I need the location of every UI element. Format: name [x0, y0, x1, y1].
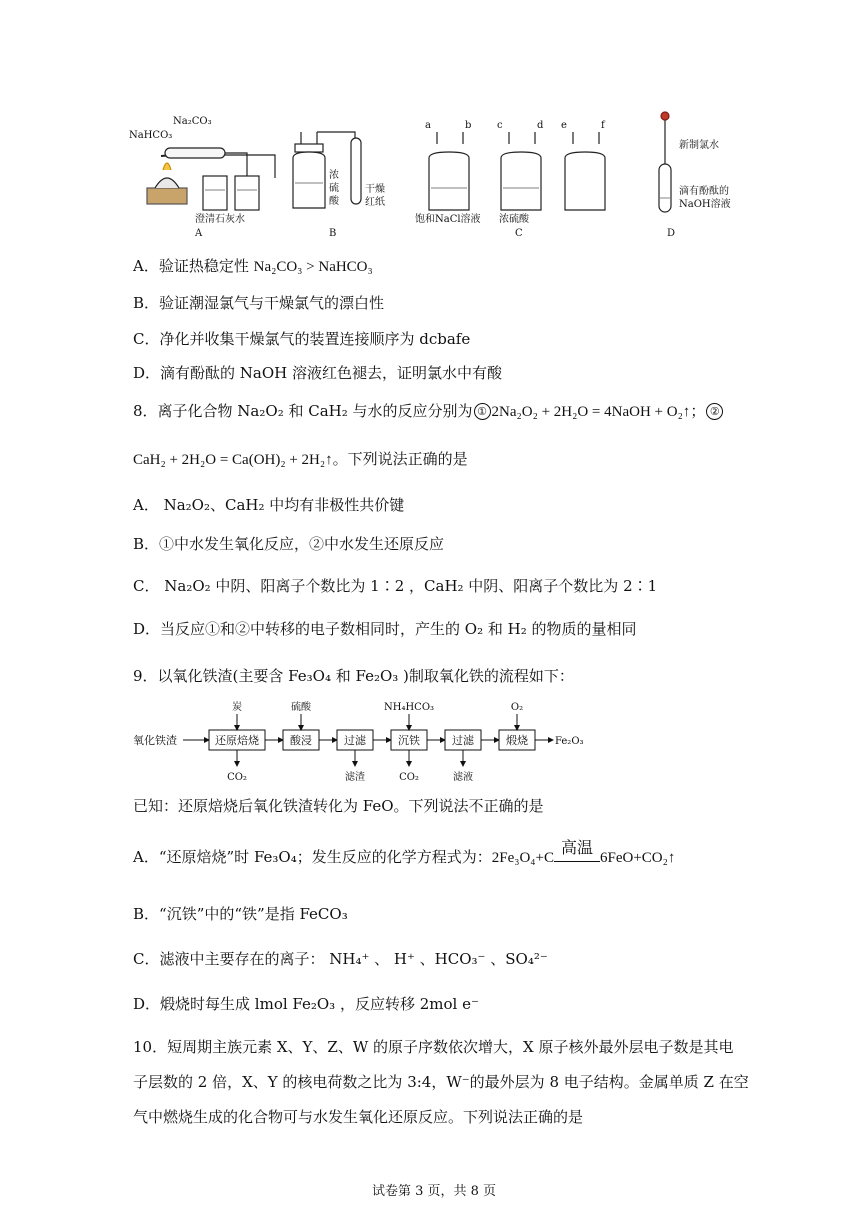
flow-input-6: O₂ — [510, 702, 524, 713]
label-limewater: 澄清石灰水 — [195, 214, 245, 225]
q9-option-a — [133, 838, 676, 869]
label-b-paper-1: 干燥 — [365, 184, 385, 195]
port-d: d — [537, 120, 544, 131]
q9-option-a-eq-right: 6FeO+CO₂↑ — [600, 850, 676, 866]
flow-output-1: CO₂ — [227, 772, 247, 783]
flow-start: 氧化铁渣 — [133, 734, 177, 747]
label-d-naoh-1: 滴有酚酞的 — [679, 186, 729, 197]
q7-option-a-text: A．验证热稳定性 — [133, 257, 254, 275]
label-d-naoh-2: NaOH溶液 — [679, 199, 731, 210]
q8-stem-question: 。下列说法正确的是 — [332, 450, 468, 468]
q8-equation-2: CaH₂ + 2H₂O = Ca(OH)₂ + 2H₂↑ — [133, 452, 333, 468]
port-f: f — [601, 120, 605, 131]
q9-option-a-text: A．“还原焙烧”时 Fe₃O₄；发生反应的化学方程式为： — [133, 848, 492, 866]
q10-line-3: 气中燃烧生成的化合物可与水发生氧化还原反应。下列说法正确的是 — [133, 1108, 584, 1126]
caption-a: A — [195, 228, 203, 238]
caption-c: C — [515, 228, 523, 238]
q7-option-c: C．净化并收集干燥氯气的装置连接顺序为 dcbafe — [133, 330, 471, 348]
q9-known: 已知：还原焙烧后氧化铁渣转化为 FeO。下列说法不正确的是 — [133, 797, 544, 815]
q8-mark-2: ② — [706, 403, 723, 420]
caption-d: D — [667, 228, 676, 238]
flow-step-3: 过滤 — [344, 734, 366, 747]
q8-stem-text: 8．离子化合物 Na₂O₂ 和 CaH₂ 与水的反应分别为 — [133, 402, 473, 420]
q8-mark-1: ① — [474, 403, 491, 420]
caption-b: B — [329, 228, 337, 238]
flow-product: Fe₂O₃ — [555, 736, 584, 747]
port-c: c — [497, 120, 503, 131]
q8-option-a: A． Na₂O₂、CaH₂ 中均有非极性共价键 — [133, 496, 405, 514]
q9-option-d: D．煅烧时每生成 lmol Fe₂O₃ ，反应转移 2mol e⁻ — [133, 995, 479, 1013]
port-b: b — [465, 120, 472, 131]
label-b-acid-1: 浓 — [329, 170, 339, 181]
flow-step-5: 过滤 — [452, 734, 474, 747]
q9-option-c: C．滤液中主要存在的离子： NH₄⁺ 、 H⁺ 、HCO₃⁻ 、SO₄²⁻ — [133, 950, 548, 968]
q7-option-a — [133, 255, 373, 278]
q8-option-d: D．当反应①和②中转移的电子数相同时，产生的 O₂ 和 H₂ 的物质的量相同 — [133, 620, 637, 638]
q8-option-b: B．①中水发生氧化反应，②中水发生还原反应 — [133, 535, 445, 553]
label-d-chlorine: 新制氯水 — [679, 140, 719, 151]
q8-option-c: C． Na₂O₂ 中阴、阳离子个数比为 1∶2 ，CaH₂ 中阴、阳离子个数比为 2∶1 — [133, 577, 658, 595]
flow-input-4: NH₄HCO₃ — [383, 702, 435, 713]
q10-line-1: 10．短周期主族元素 X、Y、Z、W 的原子序数依次增大，X 原子核外最外层电子数是其电 — [133, 1038, 734, 1056]
label-nahco3: NaHCO₃ — [129, 130, 173, 141]
q9-option-a-condition-text: 高温 — [560, 838, 593, 857]
flow-input-1: 炭 — [232, 702, 242, 713]
flow-output-3: 滤渣 — [345, 772, 365, 783]
q10-line-2: 子层数的 2 倍，X、Y 的核电荷数之比为 3:4，W⁻的最外层为 8 电子结构。金属单质 Z 在空 — [133, 1073, 749, 1091]
label-c-acid: 浓硫酸 — [499, 214, 529, 225]
q7-option-b: B．验证潮湿氯气与干燥氯气的漂白性 — [133, 294, 385, 312]
label-c-nacl: 饱和NaCl溶液 — [415, 214, 481, 225]
label-na2co3: Na₂CO₃ — [173, 116, 212, 127]
flow-step-1: 还原焙烧 — [215, 734, 259, 747]
q8-stem-line2 — [133, 448, 468, 471]
q7-option-d: D．滴有酚酞的 NaOH 溶液红色褪去，证明氯水中有酸 — [133, 364, 503, 382]
label-b-paper-2: 红纸 — [365, 197, 385, 208]
q9-option-b: B．“沉铁”中的“铁”是指 FeCO₃ — [133, 905, 348, 923]
flow-step-6: 煅烧 — [506, 734, 528, 747]
q9-option-a-condition — [554, 838, 600, 862]
q9-flowchart — [133, 700, 603, 788]
q9-stem: 9．以氧化铁渣(主要含 Fe₃O₄ 和 Fe₂O₃ )制取氧化铁的流程如下： — [133, 667, 574, 685]
flow-output-5: 滤液 — [453, 772, 473, 783]
q8-equation-1: 2Na₂O₂ + 2H₂O = 4NaOH + O₂↑ — [491, 404, 691, 420]
q7-option-a-formula: Na₂CO₃ > NaHCO₃ — [253, 259, 373, 275]
port-a: a — [425, 120, 431, 131]
flow-input-2: 硫酸 — [291, 702, 311, 713]
flow-step-2: 酸浸 — [290, 734, 312, 747]
q8-stem-line1 — [133, 400, 724, 423]
apparatus-figure — [125, 108, 765, 238]
flow-output-4: CO₂ — [399, 772, 419, 783]
label-b-acid-2: 硫 — [329, 183, 339, 194]
flow-step-4: 沉铁 — [398, 734, 420, 747]
q9-option-a-eq-left: 2Fe₃O₄+C — [491, 850, 554, 866]
q8-separator: ； — [690, 402, 706, 420]
page-footer: 试卷第 3 页，共 8 页 — [371, 1184, 497, 1199]
label-b-acid-3: 酸 — [329, 196, 339, 207]
port-e: e — [561, 120, 567, 131]
